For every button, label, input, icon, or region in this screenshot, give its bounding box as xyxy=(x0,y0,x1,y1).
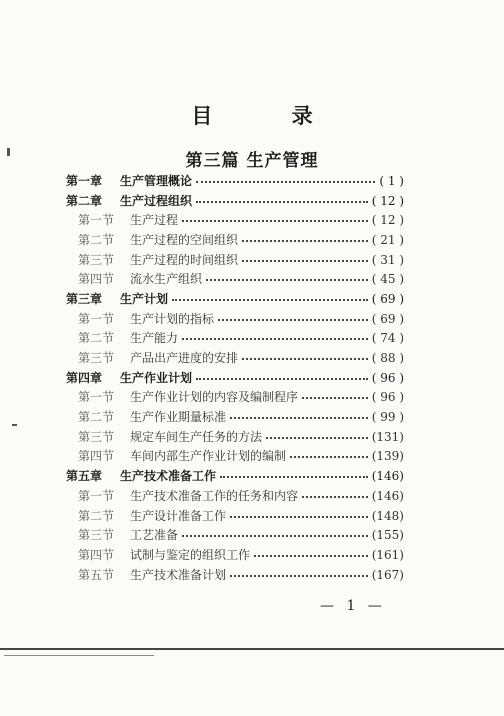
toc-chapter-entry xyxy=(66,171,404,191)
toc-chapter-entry xyxy=(66,289,404,309)
chapter-title: 生产技术准备工作 xyxy=(120,469,217,484)
section-title: 生产技术准备计划 xyxy=(130,567,227,582)
page-number: — 1 — xyxy=(320,598,386,614)
section-number: 第四节 xyxy=(78,272,115,287)
toc-section-entry xyxy=(66,565,404,585)
dot-leader xyxy=(196,179,375,183)
section-title: 生产计划的指标 xyxy=(130,311,215,326)
section-title: 流水生产组织 xyxy=(130,272,203,287)
scan-mark xyxy=(7,148,10,156)
table-of-contents xyxy=(66,171,404,584)
section-title: 车间内部生产作业计划的编制 xyxy=(130,449,287,464)
section-number: 第四节 xyxy=(78,449,115,464)
page-reference: (155) xyxy=(371,528,404,543)
section-title: 生产过程的时间组织 xyxy=(130,252,239,267)
section-number: 第三节 xyxy=(78,528,115,543)
toc-section-entry xyxy=(66,427,404,447)
dot-leader xyxy=(220,474,368,478)
dot-leader xyxy=(182,533,368,537)
section-number: 第一节 xyxy=(78,213,115,228)
page-reference: (131) xyxy=(371,429,404,444)
section-number: 第二节 xyxy=(78,331,115,346)
chapter-number: 第三章 xyxy=(66,291,103,306)
toc-section-entry xyxy=(66,506,404,526)
toc-section-entry xyxy=(66,525,404,545)
page-reference: ( 96 ) xyxy=(371,390,404,405)
page-reference: ( 74 ) xyxy=(371,331,404,346)
toc-chapter-entry xyxy=(66,368,404,388)
section-title: 生产技术准备工作的任务和内容 xyxy=(130,488,299,503)
toc-section-entry xyxy=(66,309,404,329)
section-number: 第一节 xyxy=(78,488,115,503)
dot-leader xyxy=(266,435,368,439)
toc-section-entry xyxy=(66,388,404,408)
toc-section-entry xyxy=(66,329,404,349)
page-reference: ( 99 ) xyxy=(371,410,404,425)
section-number: 第三节 xyxy=(78,252,115,267)
page-title: 目 录 xyxy=(191,103,349,129)
dot-leader xyxy=(302,395,368,399)
dot-leader xyxy=(206,277,368,281)
section-number: 第一节 xyxy=(78,390,115,405)
toc-section-entry xyxy=(66,250,404,270)
toc-section-entry xyxy=(66,230,404,250)
chapter-number: 第一章 xyxy=(66,173,103,188)
footer-rule-short xyxy=(4,655,154,656)
dot-leader xyxy=(172,297,368,301)
page-reference: (146) xyxy=(371,469,404,484)
page-reference: ( 69 ) xyxy=(371,291,404,306)
chapter-title: 生产管理概论 xyxy=(120,173,193,188)
dot-leader xyxy=(230,415,368,419)
dot-leader xyxy=(182,218,368,222)
section-title: 工艺准备 xyxy=(130,528,179,543)
page-reference: ( 96 ) xyxy=(371,370,404,385)
section-title: 生产作业期量标准 xyxy=(130,410,227,425)
toc-section-entry xyxy=(66,447,404,467)
dot-leader xyxy=(242,356,368,360)
toc-chapter-entry xyxy=(66,466,404,486)
chapter-title: 生产计划 xyxy=(120,291,169,306)
dot-leader xyxy=(242,258,368,262)
dot-leader xyxy=(290,454,368,458)
dot-leader xyxy=(218,317,368,321)
page-reference: (161) xyxy=(371,547,404,562)
dot-leader xyxy=(242,238,368,242)
dot-leader xyxy=(182,336,368,340)
chapter-number: 第二章 xyxy=(66,193,103,208)
chapter-number: 第五章 xyxy=(66,469,103,484)
page-reference: ( 12 ) xyxy=(371,213,404,228)
section-title: 产品出产进度的安排 xyxy=(130,351,239,366)
page-reference: ( 31 ) xyxy=(371,252,404,267)
dot-leader xyxy=(230,573,368,577)
section-title: 试制与鉴定的组织工作 xyxy=(130,547,251,562)
page-reference: ( 88 ) xyxy=(371,351,404,366)
section-title: 生产作业计划的内容及编制程序 xyxy=(130,390,299,405)
section-number: 第二节 xyxy=(78,232,115,247)
toc-section-entry xyxy=(66,210,404,230)
section-title: 规定车间生产任务的方法 xyxy=(130,429,263,444)
section-title: 生产过程的空间组织 xyxy=(130,232,239,247)
page-reference: (167) xyxy=(371,567,404,582)
toc-section-entry xyxy=(66,269,404,289)
footer-rule xyxy=(0,648,504,650)
chapter-title: 生产过程组织 xyxy=(120,193,193,208)
toc-chapter-entry xyxy=(66,191,404,211)
page-reference: ( 69 ) xyxy=(371,311,404,326)
page-reference: (146) xyxy=(371,488,404,503)
dot-leader xyxy=(230,514,368,518)
part-title: 第三篇 生产管理 xyxy=(185,151,319,172)
section-number: 第四节 xyxy=(78,547,115,562)
chapter-title: 生产作业计划 xyxy=(120,370,193,385)
section-number: 第三节 xyxy=(78,429,115,444)
page-reference: ( 21 ) xyxy=(371,232,404,247)
page-reference: ( 12 ) xyxy=(371,193,404,208)
page-reference: (139) xyxy=(371,449,404,464)
toc-section-entry xyxy=(66,486,404,506)
section-number: 第二节 xyxy=(78,410,115,425)
dot-leader xyxy=(196,376,368,380)
section-number: 第三节 xyxy=(78,351,115,366)
section-number: 第二节 xyxy=(78,508,115,523)
section-title: 生产过程 xyxy=(130,213,179,228)
toc-section-entry xyxy=(66,407,404,427)
scan-mark xyxy=(12,424,17,426)
chapter-number: 第四章 xyxy=(66,370,103,385)
page-reference: (148) xyxy=(371,508,404,523)
toc-section-entry xyxy=(66,348,404,368)
section-title: 生产设计准备工作 xyxy=(130,508,227,523)
dot-leader xyxy=(196,199,368,203)
section-title: 生产能力 xyxy=(130,331,179,346)
section-number: 第一节 xyxy=(78,311,115,326)
dot-leader xyxy=(302,494,368,498)
page-reference: ( 45 ) xyxy=(371,272,404,287)
section-number: 第五节 xyxy=(78,567,115,582)
dot-leader xyxy=(254,553,368,557)
toc-section-entry xyxy=(66,545,404,565)
page-reference: ( 1 ) xyxy=(379,173,404,188)
